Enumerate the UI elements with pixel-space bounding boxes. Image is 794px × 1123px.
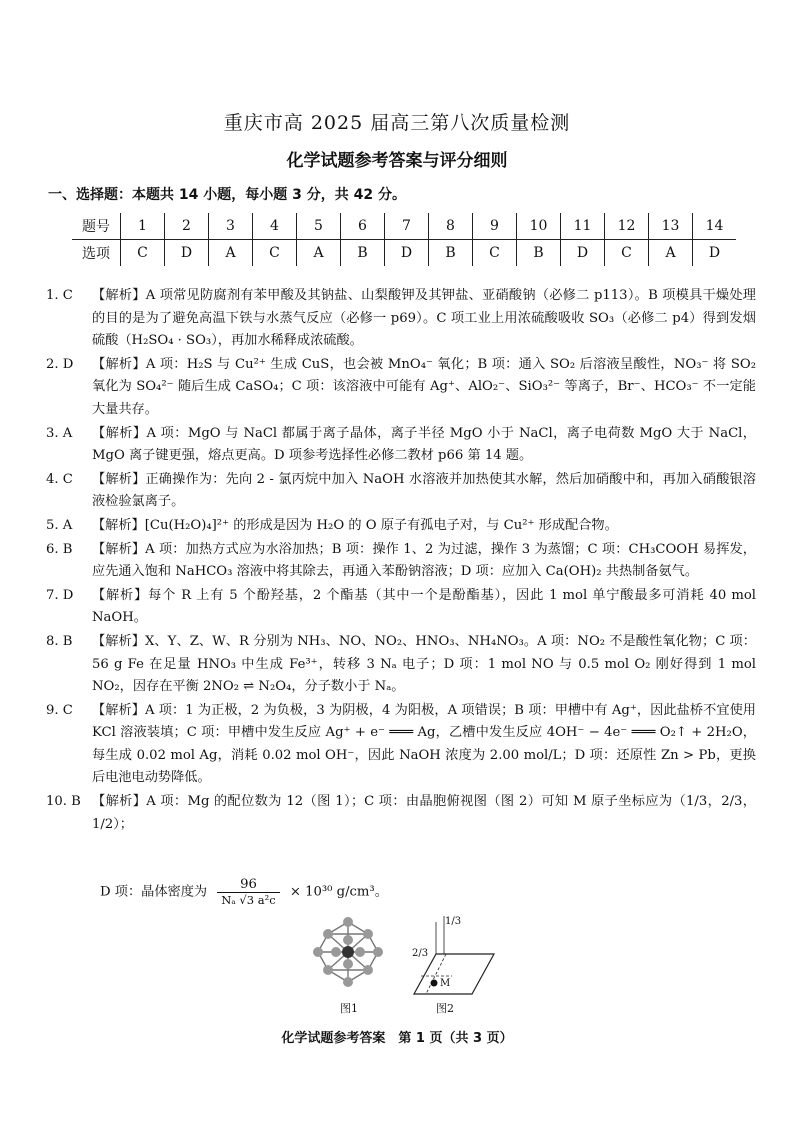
question-number: 13 xyxy=(649,213,693,240)
explanations xyxy=(46,285,756,837)
answer-option: C xyxy=(473,240,517,267)
question-number: 2 xyxy=(165,213,209,240)
page-footer: 化学试题参考答案 第 1 页（共 3 页） xyxy=(281,1031,513,1046)
answer-option: D xyxy=(561,240,605,267)
answer-option: D xyxy=(165,240,209,267)
item-text: 【解析】每个 R 上有 5 个酚羟基，2 个酯基（其中一个是酚酯基），因此 1 mol 单宁酸最多可消耗 40 mol NaOH。 xyxy=(92,587,756,626)
answer-table-option-row xyxy=(72,240,736,267)
explanation-item xyxy=(46,700,756,790)
question-number: 11 xyxy=(561,213,605,240)
item-number: 7. D xyxy=(46,587,74,603)
fraction xyxy=(217,877,279,907)
explanation-item xyxy=(46,515,756,538)
explanation-item xyxy=(46,469,756,514)
formula-suffix: × 10³⁰ g/cm³。 xyxy=(289,884,388,900)
answer-table xyxy=(72,213,736,266)
question-number: 8 xyxy=(429,213,473,240)
section-heading: 一、选择题：本题共 14 小题，每小题 3 分，共 42 分。 xyxy=(48,187,406,203)
explanation-item xyxy=(46,354,756,422)
answer-key-title: 化学试题参考答案与评分细则 xyxy=(286,151,508,171)
explanation-item xyxy=(46,539,756,584)
item-number: 1. C xyxy=(46,288,73,303)
fig2-point-label: M xyxy=(440,978,451,989)
exam-title: 重庆市高 2025 届高三第八次质量检测 xyxy=(223,112,571,134)
fig2-label-one-third: 1/3 xyxy=(445,916,462,927)
item-text: 【解析】正确操作为：先向 2 - 氯丙烷中加入 NaOH 水溶液并加热使其水解，然后加硝酸中和，再加入硝酸银溶液检验氯离子。 xyxy=(92,471,756,510)
item-number: 5. A xyxy=(46,517,73,533)
explanation-item xyxy=(46,285,756,353)
row-label-number: 题号 xyxy=(72,213,121,240)
answer-option: A xyxy=(297,240,341,267)
formula-prefix: D 项：晶体密度为 xyxy=(100,884,208,900)
crystal-structure-figure xyxy=(308,912,388,992)
item-text: 【解析】A 项：Mg 的配位数为 12（图 1）；C 项：由晶胞俯视图（图 2）可知 M 原子坐标应为（1/3，2/3，1/2）； xyxy=(92,794,756,832)
explanation-item xyxy=(46,631,756,699)
item-text: 【解析】X、Y、Z、W、R 分别为 NH₃、NO、NO₂、HNO₃、NH₄NO₃。A 项：NO₂ 不是酸性氧化物；C 项：56 g Fe 在足量 HNO₃ 中生成 Fe³⁺，转移 3 Nₐ 电子；D 项：1 mol NO 与 0.5 mol O₂ 刚好得到 1 mol NO₂，因存在平衡 2NO₂ ⇌ N₂O₄，分子数小于 Nₐ。 xyxy=(92,633,756,695)
question-number: 12 xyxy=(605,213,649,240)
item-text: 【解析】A 项：H₂S 与 Cu²⁺ 生成 CuS，也会被 MnO₄⁻ 氧化；B 项：通入 SO₂ 后溶液呈酸性，NO₃⁻ 将 SO₂ 氧化为 SO₄²⁻ 随后生成 CaSO₄；C 项：该溶液中可能有 Ag⁺、AlO₂⁻、SiO₃²⁻ 等离子，Br⁻、HCO₃⁻ 不一定能大量共存。 xyxy=(92,356,756,417)
question-number: 3 xyxy=(209,213,253,240)
item-text: 【解析】A 项常见防腐剂有苯甲酸及其钠盐、山梨酸钾及其钾盐、亚硝酸钠（必修二 p113）。B 项模具干燥处理的目的是为了避免高温下铁与水蒸气反应（必修一 p69）。C 项工业上用浓硫酸吸收 SO₃（必修二 p4）得到发烟硫酸（H₂SO₄ · SO₃），再加水稀释成浓硫酸。 xyxy=(92,288,756,349)
fig2-label-two-thirds: 2/3 xyxy=(412,948,429,959)
answer-option: C xyxy=(253,240,297,267)
answer-option: C xyxy=(121,240,165,267)
explanation-item xyxy=(46,585,756,630)
item-number: 8. B xyxy=(46,633,73,649)
question-number: 10 xyxy=(517,213,561,240)
question-number: 9 xyxy=(473,213,517,240)
explanation-item xyxy=(46,423,756,468)
question-number: 4 xyxy=(253,213,297,240)
question-number: 7 xyxy=(385,213,429,240)
figure-1-caption: 图1 xyxy=(340,1002,358,1015)
item-text: 【解析】A 项：1 为正极，2 为负极，3 为阴极，4 为阳极，A 项错误；B 项：甲槽中有 Ag⁺，因此盐桥不宜使用 KCl 溶液装填；C 项：甲槽中发生反应 Ag⁺ + e⁻ ═══ Ag，乙槽中发生反应 4OH⁻ − 4e⁻ ═══ O₂↑ + 2H₂O，每生成 0.02 mol Ag，消耗 0.02 mol OH⁻，因此 NaOH 浓度为 2.00 mol/L；D 项：还原性 Zn > Pb，更换后电池电动势降低。 xyxy=(92,702,756,786)
item-number: 9. C xyxy=(46,702,73,718)
answer-option: D xyxy=(693,240,737,267)
answer-option: A xyxy=(209,240,253,267)
item-number: 4. C xyxy=(46,471,73,487)
row-label-option: 选项 xyxy=(82,246,110,262)
item-text: 【解析】A 项：加热方式应为水浴加热；B 项：操作 1、2 为过滤，操作 3 为蒸馏；C 项：CH₃COOH 易挥发，应先通入饱和 NaHCO₃ 溶液中将其除去，再通入苯酚钠溶液；D 项：应加入 Ca(OH)₂ 共热制备氨气。 xyxy=(92,541,756,580)
answer-option: B xyxy=(429,240,473,267)
question-number: 6 xyxy=(341,213,385,240)
answer-option: B xyxy=(341,240,385,267)
density-formula xyxy=(100,877,388,907)
fraction-denominator: Nₐ √3 a²c xyxy=(221,893,276,907)
fraction-numerator: 96 xyxy=(217,877,279,893)
answer-option: B xyxy=(517,240,561,267)
item-number: 6. B xyxy=(46,541,73,557)
question-number: 14 xyxy=(693,213,737,240)
explanation-item xyxy=(46,791,756,836)
answer-option: A xyxy=(649,240,693,267)
question-number: 5 xyxy=(297,213,341,240)
answer-table-number-row xyxy=(72,213,736,240)
question-number: 1 xyxy=(121,213,165,240)
item-text: 【解析】A 项：MgO 与 NaCl 都属于离子晶体，离子半径 MgO 小于 NaCl，离子电荷数 MgO 大于 NaCl，MgO 离子键更强，熔点更高。D 项参考选择性必修二教材 p66 第 14 题。 xyxy=(92,425,756,464)
answer-option: D xyxy=(385,240,429,267)
item-number: 3. A xyxy=(46,425,73,441)
answer-option: C xyxy=(605,240,649,267)
item-number: 2. D xyxy=(46,356,74,372)
item-text: 【解析】[Cu(H₂O)₄]²⁺ 的形成是因为 H₂O 的 O 原子有孤电子对，与 Cu²⁺ 形成配合物。 xyxy=(92,517,618,533)
figure-2-caption: 图2 xyxy=(436,1002,454,1015)
item-number: 10. B xyxy=(46,794,81,810)
